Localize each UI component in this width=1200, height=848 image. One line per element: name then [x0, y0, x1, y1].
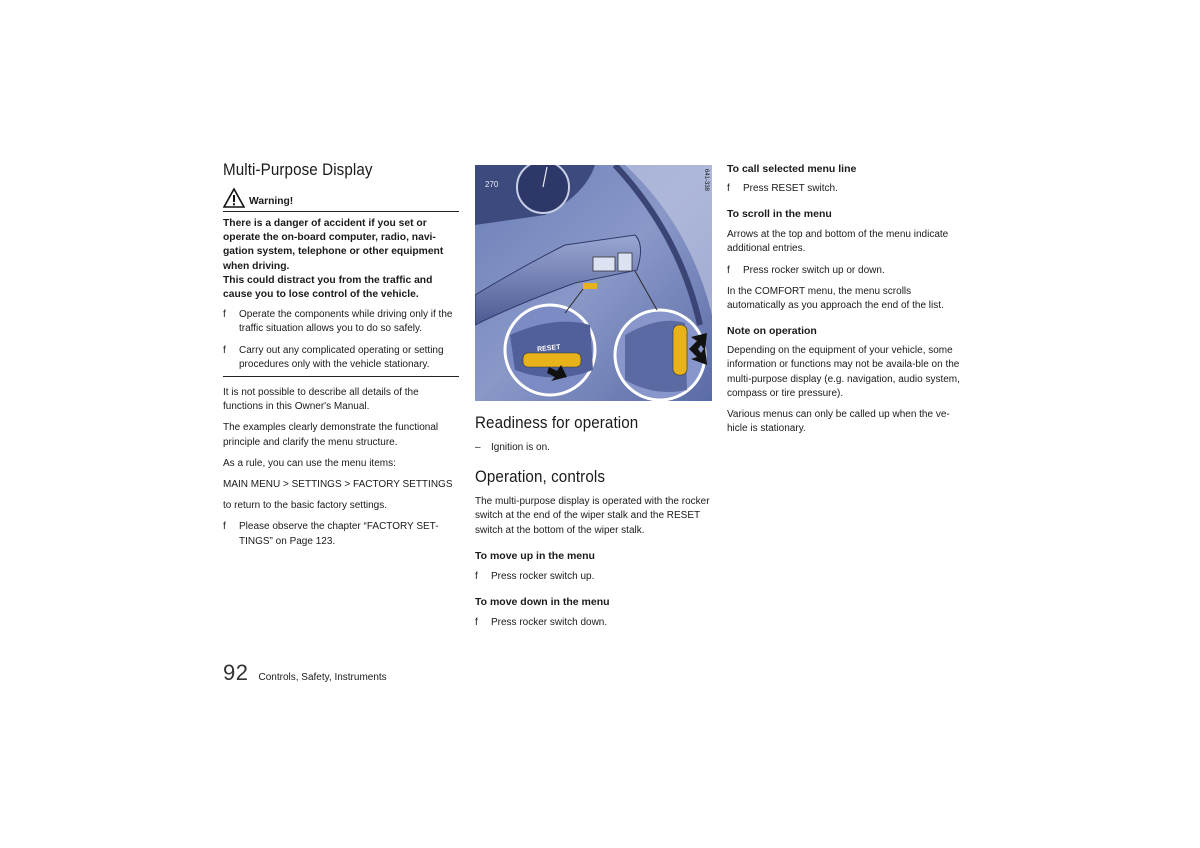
- list-item: [223, 344, 459, 372]
- left-column: [223, 160, 459, 549]
- list-item: [223, 520, 459, 548]
- warning-triangle-icon: [223, 188, 245, 208]
- subheading: To move up in the menu: [475, 549, 595, 562]
- list-item: [475, 441, 712, 455]
- subheading: To scroll in the menu: [727, 208, 832, 221]
- list-item-text: Ignition is on.: [491, 442, 550, 453]
- warning-top-rule: [223, 211, 459, 212]
- wiper-stalk-figure: [475, 165, 712, 401]
- bullet-marker: f: [223, 309, 226, 321]
- warning-text: There is a danger of accident if you set or operate the on-board computer, radio, navi-gation system, telephone or other equipment when driving.: [223, 218, 444, 272]
- section-title: Operation, controls: [475, 468, 606, 487]
- bullet-marker: f: [727, 264, 730, 276]
- list-item: [475, 570, 712, 584]
- bullet-marker: f: [223, 344, 226, 356]
- body-paragraph: It is not possible to describe all details of the functions in this Owner's Manual.: [223, 387, 419, 413]
- right-column: [727, 162, 967, 436]
- body-paragraph: As a rule, you can use the menu items:: [223, 457, 396, 469]
- warning-label: Warning!: [249, 196, 294, 207]
- bullet-marker: f: [475, 617, 478, 629]
- body-paragraph: Depending on the equipment of your vehicle, some information or functions may not be availa-ble on the multi-purpose display (e.g. navigation, audio system, compass or tire pressure).: [727, 345, 960, 399]
- list-item: [727, 264, 967, 278]
- warning-header: [223, 186, 459, 208]
- body-paragraph: In the COMFORT menu, the menu scrolls automatically as you approach the end of the list.: [727, 285, 944, 312]
- figure-code: 641-338: [703, 169, 709, 192]
- body-paragraph: to return to the basic factory settings.: [223, 500, 387, 512]
- section-name: Controls, Safety, Instruments: [258, 672, 387, 683]
- body-paragraph: The multi-purpose display is operated with the rocker switch at the end of the wiper stalk and the RESET switch at the bottom of the wiper stalk.: [475, 496, 710, 536]
- list-item-text: Carry out any complicated operating or setting procedures only with the vehicle stationary.: [239, 344, 444, 370]
- list-item-text: Press rocker switch up.: [491, 570, 595, 582]
- body-paragraph: The examples clearly demonstrate the functional principle and clarify the menu structure.: [223, 422, 439, 448]
- figure-speed-label: 270: [485, 180, 499, 189]
- list-item: [727, 182, 967, 196]
- figure-reset-label: RESET: [536, 343, 561, 354]
- subheading: To call selected menu line: [727, 163, 857, 175]
- body-paragraph: Arrows at the top and bottom of the menu indicate additional entries.: [727, 229, 949, 255]
- list-item: [223, 308, 459, 336]
- body-paragraph: Various menus can only be called up when the ve-hicle is stationary.: [727, 409, 950, 435]
- page-footer: [223, 660, 387, 686]
- page-title: Multi-Purpose Display: [223, 161, 373, 179]
- list-item-text: Press RESET switch.: [743, 183, 838, 194]
- dash-marker: –: [475, 442, 481, 453]
- list-item-text: Please observe the chapter “FACTORY SET-TINGS” on Page 123.: [239, 521, 439, 547]
- bullet-marker: f: [727, 183, 730, 194]
- middle-column: [475, 414, 712, 630]
- list-item-text: Operate the components while driving only if the traffic situation allows you to do so safely.: [239, 309, 453, 335]
- warning-text: This could distract you from the traffic and cause you to lose control of the vehicle.: [223, 274, 433, 301]
- list-item-text: Press rocker switch down.: [491, 617, 608, 629]
- list-item: [475, 616, 712, 630]
- bullet-marker: f: [223, 521, 226, 533]
- section-title: Readiness for operation: [475, 414, 639, 432]
- subheading: Note on operation: [727, 325, 817, 338]
- menu-path: MAIN MENU > SETTINGS > FACTORY SETTINGS: [223, 479, 453, 491]
- warning-bottom-rule: [223, 376, 459, 377]
- subheading: To move down in the menu: [475, 596, 610, 609]
- bullet-marker: f: [475, 570, 478, 582]
- list-item-text: Press rocker switch up or down.: [743, 264, 885, 276]
- page-number: 92: [223, 660, 249, 685]
